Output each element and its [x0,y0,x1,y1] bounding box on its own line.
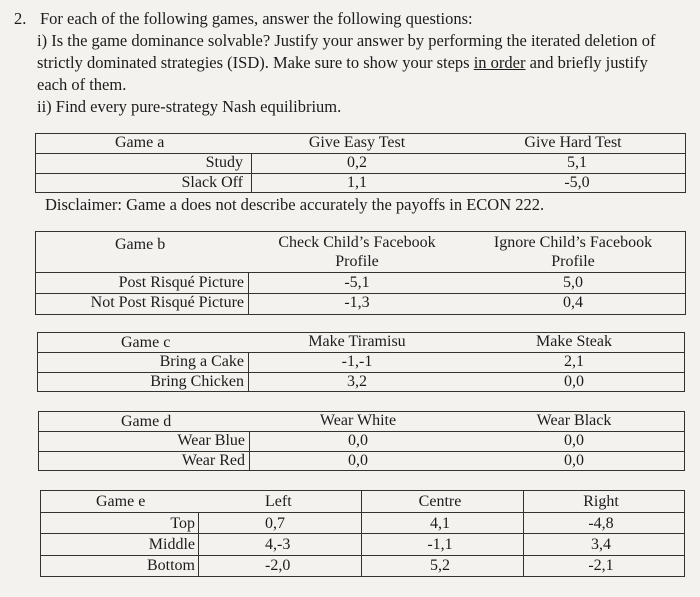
game-d-payoff: 0,0 [564,452,584,469]
game-b-payoff: 0,4 [563,294,583,311]
game-c-name: Game c [121,334,171,351]
game-e-payoff: 5,2 [430,557,450,574]
game-e-col-header: Centre [418,493,462,510]
game-b-col-header: Ignore Child’s Facebook [493,234,653,251]
game-c-col-header: Make Steak [536,333,612,350]
game-a-payoff: 5,1 [567,154,587,171]
game-a-row-label: Study [205,154,243,171]
game-c-payoff: 3,2 [347,373,367,390]
game-d-divider [249,431,250,471]
game-e-payoff: 0,7 [265,515,285,532]
underlined-phrase: in order [473,53,526,72]
game-e-divider [40,512,685,513]
question-number: 2. [14,9,27,28]
game-b-name: Game b [115,236,166,253]
game-e-payoff: -1,1 [427,536,453,553]
game-e-divider [40,533,685,534]
game-e-divider [198,512,199,577]
game-e-payoff: 3,4 [591,536,611,553]
game-e-payoff: 4,-3 [265,536,291,553]
game-b-col-header: Profile [551,253,595,270]
game-e-col-header: Right [583,493,619,510]
game-a-name: Game a [115,134,165,151]
game-e-col-header: Left [265,493,292,510]
game-c-payoff: 2,1 [564,353,584,370]
game-b-payoff: 5,0 [563,274,583,291]
question-line-3 [37,52,648,73]
question-line-1: For each of the following games, answer the following questions: [40,9,473,28]
game-a-col-header: Give Hard Test [524,134,622,151]
game-e-payoff: -4,8 [588,515,614,532]
game-c-payoff: 0,0 [564,373,584,390]
question-line-2: i) Is the game dominance solvable? Justify your answer by performing the iterated deletion of [37,31,656,50]
game-d-col-header: Wear Black [536,412,612,429]
game-a-disclaimer: Disclaimer: Game a does not describe accurately the payoffs in ECON 222. [45,195,545,214]
game-b-col-header: Profile [335,253,379,270]
game-c-col-header: Make Tiramisu [308,333,406,350]
game-a-divider [251,153,252,193]
question-line-3-start: strictly dominated strategies (ISD). Make sure to show your steps [37,53,474,72]
game-b-divider [35,272,686,273]
game-b-divider [248,272,249,315]
game-d-payoff: 0,0 [564,432,584,449]
game-d-payoff: 0,0 [348,432,368,449]
game-b-payoff: -1,3 [344,294,370,311]
game-d-payoff: 0,0 [348,452,368,469]
question-line-5: ii) Find every pure-strategy Nash equilibrium. [37,97,342,116]
game-e-payoff: 4,1 [430,515,450,532]
game-d-name: Game d [121,413,172,430]
game-e-payoff: -2,0 [265,557,291,574]
game-a-payoff: 0,2 [347,154,367,171]
game-b-row-label: Post Risqué Picture [118,274,244,291]
game-a-col-header: Give Easy Test [308,134,406,151]
game-a-row-label: Slack Off [181,174,243,191]
game-c-payoff: -1,-1 [341,353,373,370]
game-e-divider [40,555,685,556]
game-e-name: Game e [96,493,146,510]
game-e-row-label: Top [170,515,195,532]
game-a-payoff: 1,1 [347,174,367,191]
game-e-divider [361,490,362,577]
game-e-divider [523,490,524,577]
game-b-row-label: Not Post Risqué Picture [90,294,244,311]
question-line-3-end: and briefly justify [525,53,648,72]
game-c-row-label: Bring a Cake [159,353,244,370]
game-a-payoff: -5,0 [564,174,590,191]
game-d-col-header: Wear White [319,412,397,429]
game-e-payoff: -2,1 [588,557,614,574]
game-c-divider [248,352,249,392]
game-e-row-label: Middle [148,536,195,553]
game-c-row-label: Bring Chicken [150,373,244,390]
game-d-row-label: Wear Blue [177,432,245,449]
game-e-row-label: Bottom [146,557,195,574]
game-b-payoff: -5,1 [344,274,370,291]
game-d-row-label: Wear Red [181,452,245,469]
question-line-4: each of them. [37,75,127,94]
game-b-col-header: Check Child’s Facebook [278,234,436,251]
